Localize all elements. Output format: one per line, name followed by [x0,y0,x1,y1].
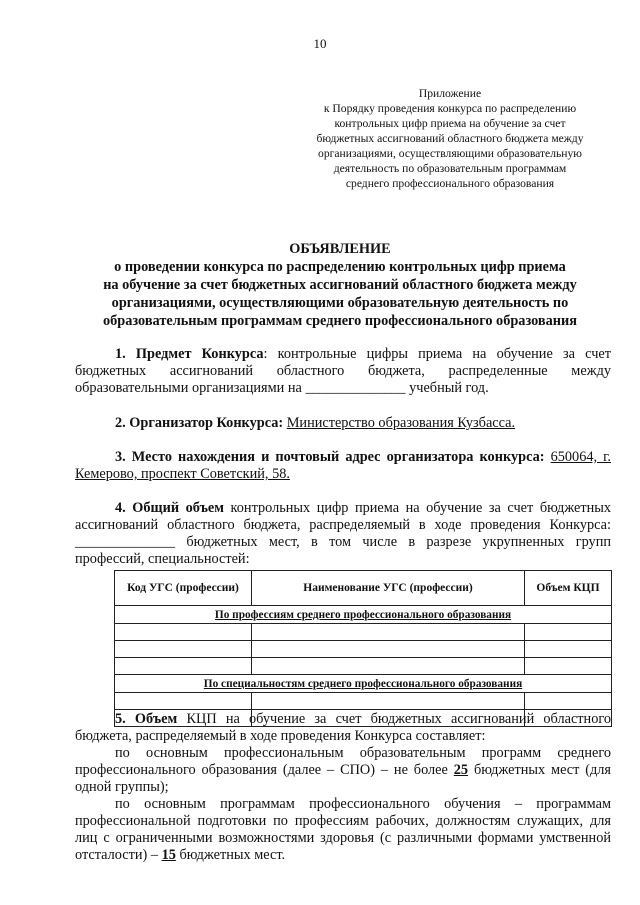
ugs-table [114,570,612,727]
table-cell [252,658,525,675]
col-volume-header: Объем КЦП [525,571,612,606]
item2-pre: по основным программам профессионального обучения – программам профессиональной подготовки по профессиям рабочих, должностям служащих, для лиц с ограниченными возможностями здоровья (с различными формами умственной отсталости) – [75,796,611,863]
page-number: 10 [313,36,327,51]
item1-number: 25 [453,762,469,778]
section3-label: 3. Место нахождения и почтовый адрес организатора конкурса: [115,449,545,465]
appendix-line: организациями, осуществляющими образовательную [318,147,582,160]
table-cell [252,624,525,641]
section1-text: : контрольные цифры приема на обучение за счет бюджетных ассигнований областного бюджета, распределенные между образовательными организациями на ______________ учебный год. [75,346,611,396]
table-cell [252,693,525,710]
table-row [115,693,612,710]
table-cell [525,624,612,641]
section2-label: 2. Организатор Конкурса: [115,415,284,431]
title-line: о проведении конкурса по распределению контрольных цифр приема [114,259,566,275]
appendix-line: среднего профессионального образования [345,177,555,190]
section-organizer [75,415,611,432]
table-row [115,641,612,658]
table-cell [525,693,612,710]
item1-pre: по основным профессиональным образовательным программ среднего профессионального образования (далее – СПО) – не более [75,745,611,778]
document-title [60,240,620,330]
table-cell [115,641,252,658]
group-specialties: По специальностям среднего профессионального образования [115,675,612,693]
appendix-line: контрольных цифр приема на обучение за счет [334,117,566,130]
table-cell [115,693,252,710]
title-line: образовательным программам среднего профессионального образования [102,313,577,329]
item2-number: 15 [161,847,176,863]
section4-label: 4. Общий объем [115,500,224,516]
col-name-header: Наименование УГС (профессии) [252,571,525,606]
table-row [115,658,612,675]
table-row [115,624,612,641]
section2-value: Министерство образования Кузбасса. [286,415,516,431]
table-cell [115,624,252,641]
section1-label: 1. Предмет Конкурса [115,346,264,362]
group-professions: По профессиям среднего профессионального образования [115,606,612,624]
appendix-line: Приложение [418,87,482,100]
section-volume [75,711,611,864]
appendix-line: бюджетных ассигнований областного бюджета между [316,132,584,145]
section4-text: контрольных цифр приема на обучение за счет бюджетных ассигнований областного бюджета, распределяемый в ходе проведения Конкурса: ______________ бюджетных мест, в том числе в разрезе укрупненных групп профессий, специальностей: [75,500,612,567]
table-cell [252,641,525,658]
title-heading: ОБЪЯВЛЕНИЕ [289,241,391,257]
title-line: организациями, осуществляющими образовательную деятельность по [111,295,569,311]
item1-post: бюджетных мест (для одной группы); [75,762,612,795]
item2-post: бюджетных мест. [179,847,286,863]
section-subject [75,346,611,397]
table-group-row [115,675,612,693]
table-header-row [115,571,612,606]
table-cell [525,658,612,675]
table-cell [525,641,612,658]
section5-label: 5. Объем [115,711,178,727]
appendix-line: к Порядку проведения конкурса по распределению [323,102,577,115]
section-total-volume [75,500,611,568]
table-cell [115,658,252,675]
section3-value: 650064, г. Кемерово, проспект Советский, 58. [75,449,611,482]
table-group-row [115,606,612,624]
appendix-line: деятельность по образовательным программам [333,162,567,175]
section-address [75,449,611,483]
title-line: на обучение за счет бюджетных ассигнований областного бюджета между [103,277,577,293]
appendix-block [300,86,600,191]
col-code-header: Код УГС (профессии) [115,571,252,606]
section5-text: КЦП на обучение за счет бюджетных ассигнований областного бюджета, распределяемый в ходе проведения Конкурса составляет: [75,711,612,744]
